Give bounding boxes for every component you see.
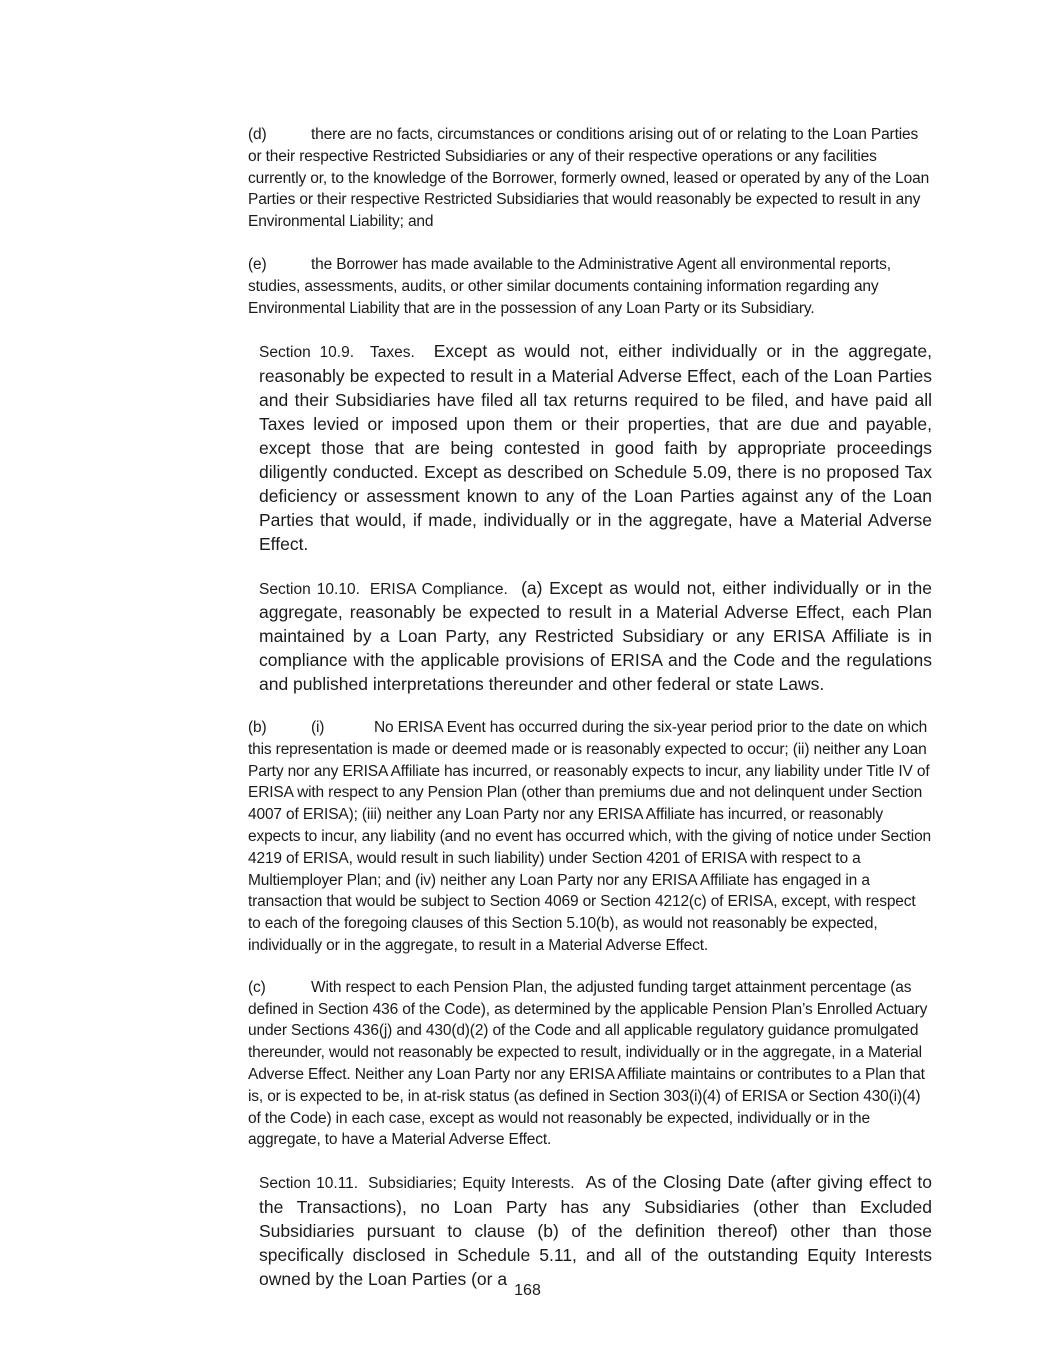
section-10-9-number: Section 10.9. bbox=[259, 344, 355, 362]
paragraph-b-text: No ERISA Event has occurred during the six-year period prior to the date on which this representation is made or deemed made or is reasonably expected to occur; (ii) neither any Loan Party nor any ERISA Affiliate has incurred, or reasonably expects to incur, any liability under Title IV of ERISA with respect to any Pension Plan (other than premiums due and not delinquent under Section 4007 of ERISA); (iii) neither any Loan Party nor any ERISA Affiliate has incurred, or reasonably expects to incur, any liability (and no event has occurred which, with the giving of notice under Section 4219 of ERISA, would result in such liability) under Section 4201 of ERISA with respect to a Multiemployer Plan; and (iv) neither any Loan Party nor any ERISA Affiliate has engaged in a transaction that would be subject to Section 4069 or Section 4212(c) of ERISA, except, with respect to each of the foregoing clauses of this Section 5.10(b), as would not reasonably be expected, individually or in the aggregate, to result in a Material Adverse Effect. bbox=[248, 719, 932, 955]
page-number: 168 bbox=[514, 1282, 541, 1299]
section-10-9-text: Except as would not, either individually or in the aggregate, reasonably be expected to result in a Material Adverse Effect, each of the Loan Parties and their Subsidiaries have filed all tax returns required to be filed, and have paid all Taxes levied or imposed upon them or their properties, that are due and payable, except those that are being contested in good faith by appropriate proceedings diligently conducted. Except as described on Schedule 5.09, there is no proposed Tax deficiency or assessment known to any of the Loan Parties against any of the Loan Parties that would, if made, individually or in the aggregate, have a Material Adverse Effect. bbox=[259, 341, 932, 554]
section-10-9-heading: Taxes. bbox=[370, 344, 415, 362]
section-10-11 bbox=[124, 1171, 932, 1292]
paragraph-c-text: With respect to each Pension Plan, the adjusted funding target attainment percentage (as defined in Section 436 of the Code), as determined by the applicable Pension Plan’s Enrolled Actuary under Sections 436(j) and 430(d)(2) of the Code and all applicable regulatory guidance promulgated thereunder, would not reasonably be expected to result, individually or in the aggregate, in a Material Adverse Effect. Neither any Loan Party nor any ERISA Affiliate maintains or contributes to a Plan that is, or is expected to be, in at-risk status (as defined in Section 303(i)(4) of ERISA or Section 430(i)(4) of the Code) in each case, except as would not reasonably be expected, individually or in the aggregate, to have a Material Adverse Effect. bbox=[248, 978, 928, 1149]
paragraph-c bbox=[124, 977, 932, 1151]
section-10-10-text: (a) Except as would not, either individually or in the aggregate, reasonably be expected to result in a Material Adverse Effect, each Plan maintained by a Loan Party, any Restricted Subsidiary or any ERISA Affiliate is in compliance with the applicable provisions of ERISA and the Code and the regulations and published interpretations thereunder and other federal or state Laws. bbox=[259, 577, 932, 695]
section-10-10-heading: ERISA Compliance. bbox=[369, 580, 508, 598]
paragraph-e-label: (e) bbox=[248, 255, 267, 273]
paragraph-d-text: there are no facts, circumstances or conditions arising out of or relating to the Loan Parties or their respective Restricted Subsidiaries or any of their respective operations or any facilities currently or, to the knowledge of the Borrower, formerly owned, leased or operated by any of the Loan Parties or their respective Restricted Subsidiaries that would reasonably be expected to result in any Environmental Liability; and bbox=[248, 126, 930, 231]
section-10-11-text: As of the Closing Date (after giving effect to the Transactions), no Loan Party has any Subsidiaries (other than Excluded Subsidiaries pursuant to clause (b) of the definition thereof) other than those specifically disclosed in Schedule 5.11, and all of the outstanding Equity Interests owned by the Loan Parties (or a bbox=[259, 1172, 933, 1289]
paragraph-d bbox=[124, 124, 932, 233]
paragraph-b-sublabel: (i) bbox=[311, 719, 325, 737]
paragraph-c-label: (c) bbox=[248, 978, 266, 996]
document-page bbox=[124, 124, 932, 1292]
paragraph-e-text: the Borrower has made available to the Administrative Agent all environmental reports, studies, assessments, audits, or other similar documents containing information regarding any Environmental Liability that are in the possession of any Loan Party or its Subsidiary. bbox=[248, 255, 891, 317]
paragraph-d-label: (d) bbox=[248, 126, 267, 143]
section-10-9 bbox=[124, 340, 932, 556]
paragraph-e bbox=[124, 254, 932, 319]
section-10-11-number: Section 10.11. bbox=[259, 1175, 359, 1193]
section-10-10 bbox=[124, 577, 932, 698]
paragraph-b-label: (b) bbox=[248, 719, 267, 737]
paragraph-b bbox=[124, 717, 932, 957]
section-10-11-heading: Subsidiaries; Equity Interests. bbox=[368, 1175, 575, 1193]
section-10-10-number: Section 10.10. bbox=[259, 580, 360, 598]
